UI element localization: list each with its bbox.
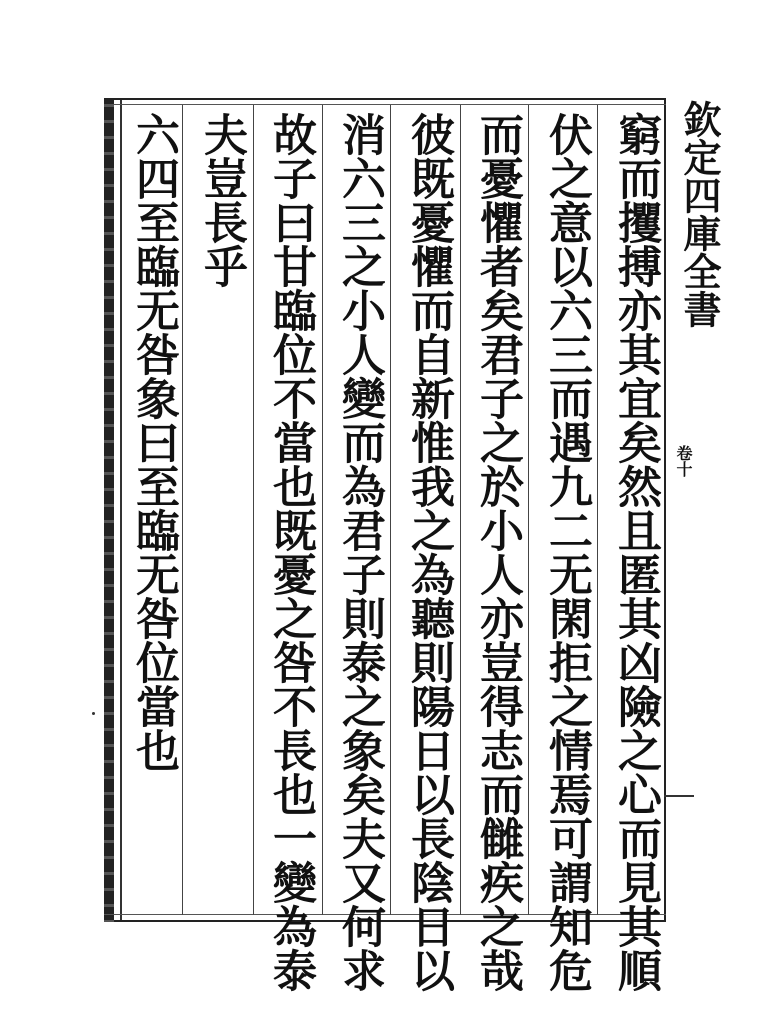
- column-divider: [390, 105, 391, 915]
- text-column-8: 六四至臨无咎象曰至臨无咎位當也: [128, 112, 179, 772]
- margin-book-title: 欽定四庫全書: [677, 100, 722, 328]
- page-border-top-inner: [104, 104, 666, 105]
- ink-speck: [92, 712, 95, 715]
- text-column-6: 故子曰甘臨位不當也既憂之咎不長也一變為泰: [265, 112, 316, 992]
- column-divider: [322, 105, 323, 915]
- fold-margin-line: [664, 795, 694, 797]
- text-column-5: 消六三之小人變而為君子則泰之象矣夫又何求: [334, 112, 385, 992]
- page-border-left-thick: [104, 98, 114, 922]
- text-column-4: 彼既憂懼而自新惟我之為聽則陽日以長陰日以: [403, 112, 454, 992]
- column-divider: [460, 105, 461, 915]
- margin-volume-label: 卷十: [674, 445, 693, 477]
- text-column-7: 夫豈長乎: [196, 112, 247, 288]
- text-column-3: 而憂懼者矣君子之於小人亦豈得志而雠疾之哉: [472, 112, 523, 992]
- column-divider: [528, 105, 529, 915]
- text-column-1: 窮而攫搏亦其宜矣然且匿其凶險之心而見其順: [610, 112, 661, 992]
- text-column-2: 伏之意以六三而遇九二无閑拒之情焉可謂知危: [541, 112, 592, 992]
- column-divider: [597, 105, 598, 915]
- column-divider: [253, 105, 254, 915]
